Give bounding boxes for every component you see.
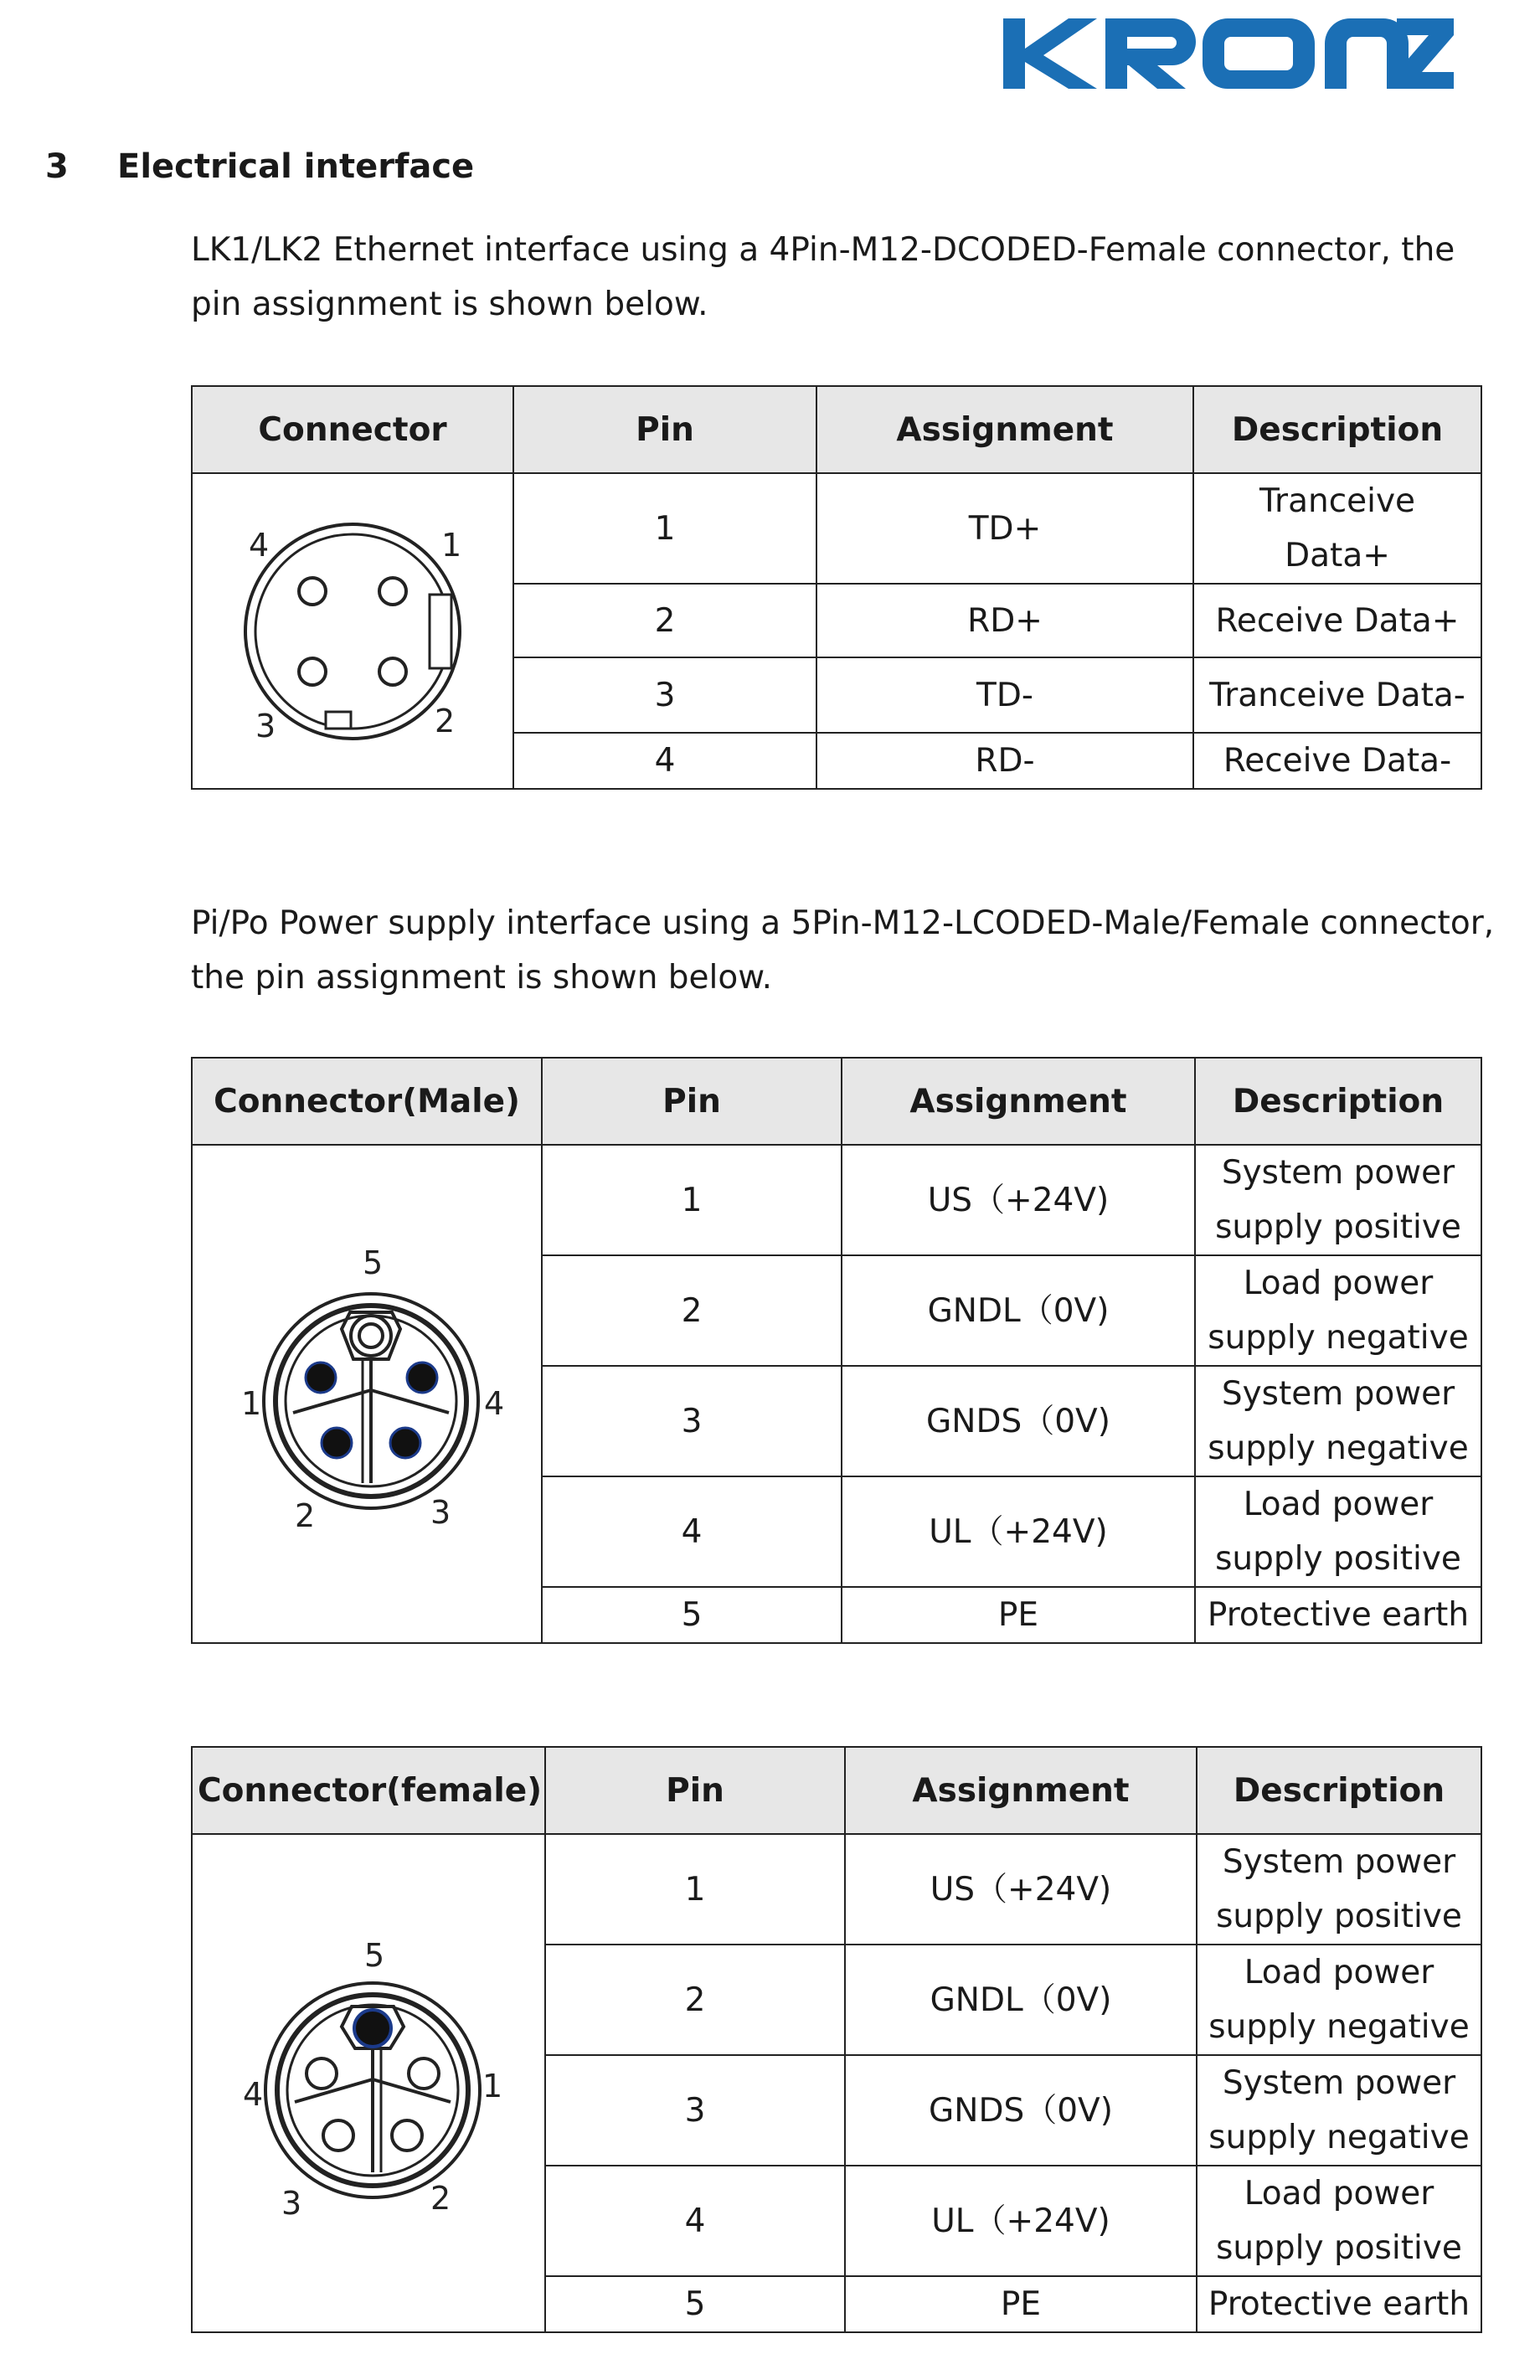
pin-label-4: 4 — [249, 526, 270, 564]
section-title: Electrical interface — [117, 147, 475, 186]
pin-cell: 3 — [513, 657, 816, 733]
description-line: supply negative — [1208, 2008, 1470, 2046]
description-line: Data+ — [1285, 537, 1390, 574]
table-row — [192, 1834, 1481, 1945]
power-female-pin-table — [191, 1746, 1482, 2333]
description-line: Load power — [1243, 1486, 1434, 1523]
pin-cell: 5 — [545, 2276, 845, 2332]
pin-cell: 5 — [542, 1587, 842, 1643]
power-male-pin-table — [191, 1057, 1482, 1644]
assignment-cell: GNDS（0V) — [842, 1366, 1195, 1476]
description-cell — [1197, 2166, 1481, 2276]
pin-cell: 3 — [545, 2055, 845, 2166]
header-pin: Pin — [513, 386, 816, 473]
pin-label-5: 5 — [364, 1936, 385, 1974]
header-assignment: Assignment — [816, 386, 1193, 473]
pin-label-3: 3 — [281, 2184, 302, 2222]
header-connector: Connector(Male) — [192, 1058, 542, 1145]
description-cell: Protective earth — [1195, 1587, 1481, 1643]
pin-label-5: 5 — [363, 1244, 384, 1281]
description-cell — [1197, 1945, 1481, 2055]
assignment-cell: UL（+24V) — [842, 1476, 1195, 1587]
description-line: supply negative — [1208, 2119, 1470, 2156]
description-line: supply negative — [1208, 1319, 1469, 1357]
table-header-row — [192, 1747, 1481, 1834]
description-cell — [1193, 473, 1481, 584]
m12-dcoded-female-diagram — [227, 506, 478, 757]
description-cell: Receive Data+ — [1193, 584, 1481, 657]
connector-diagram-cell — [192, 1145, 542, 1643]
description-line: Tranceive — [1259, 482, 1416, 520]
assignment-cell: GNDL（0V) — [842, 1255, 1195, 1366]
description-cell: Tranceive Data- — [1193, 657, 1481, 733]
pin-label-4: 4 — [243, 2075, 264, 2113]
description-cell — [1195, 1145, 1481, 1255]
header-pin: Pin — [545, 1747, 845, 1834]
description-line: supply positive — [1216, 2229, 1462, 2267]
power-intro-paragraph: Pi/Po Power supply interface using a 5Pin-M12-LCODED-Male/Female connector, the pin assignment is shown below. — [191, 904, 1495, 997]
pin-label-3: 3 — [255, 707, 276, 744]
description-cell — [1195, 1476, 1481, 1587]
header-assignment: Assignment — [845, 1747, 1197, 1834]
description-cell — [1195, 1255, 1481, 1366]
kronz-logo — [1003, 15, 1454, 92]
assignment-cell: TD- — [816, 657, 1193, 733]
pin-cell: 1 — [513, 473, 816, 584]
description-line: System power — [1221, 1154, 1455, 1192]
assignment-cell: PE — [842, 1587, 1195, 1643]
description-line: System power — [1222, 1843, 1456, 1881]
pin-cell: 2 — [542, 1255, 842, 1366]
pin-cell: 4 — [542, 1476, 842, 1587]
header-description: Description — [1193, 386, 1481, 473]
ethernet-intro-paragraph: LK1/LK2 Ethernet interface using a 4Pin-M12-DCODED-Female connector, the pin assignment is shown below. — [191, 231, 1455, 323]
connector-diagram-cell — [192, 1834, 545, 2332]
assignment-cell: US（+24V) — [842, 1145, 1195, 1255]
pin-label-2: 2 — [295, 1497, 316, 1534]
description-line: Load power — [1243, 1265, 1434, 1302]
assignment-cell: US（+24V) — [845, 1834, 1197, 1945]
header-description: Description — [1197, 1747, 1481, 1834]
table-header-row — [192, 1058, 1481, 1145]
description-cell: Receive Data- — [1193, 733, 1481, 789]
description-line: Load power — [1244, 1954, 1434, 1991]
description-cell: Protective earth — [1197, 2276, 1481, 2332]
assignment-cell: PE — [845, 2276, 1197, 2332]
pin-label-2: 2 — [430, 2179, 451, 2217]
table-row — [192, 1145, 1481, 1255]
assignment-cell: RD- — [816, 733, 1193, 789]
pin-cell: 4 — [513, 733, 816, 789]
m12-lcoded-male-diagram — [224, 1235, 509, 1553]
assignment-cell: TD+ — [816, 473, 1193, 584]
header-pin: Pin — [542, 1058, 842, 1145]
section-number: 3 — [45, 147, 69, 186]
pin-cell: 1 — [545, 1834, 845, 1945]
description-cell — [1195, 1366, 1481, 1476]
description-cell — [1197, 2055, 1481, 2166]
header-connector: Connector — [192, 386, 513, 473]
pin-label-2: 2 — [435, 702, 456, 739]
m12-lcoded-female-diagram — [226, 1924, 511, 2243]
assignment-cell: UL（+24V) — [845, 2166, 1197, 2276]
connector-diagram-cell — [192, 473, 513, 789]
assignment-cell: RD+ — [816, 584, 1193, 657]
ethernet-pin-table — [191, 385, 1482, 790]
description-line: supply positive — [1216, 1898, 1462, 1935]
pin-label-4: 4 — [484, 1384, 505, 1422]
pin-cell: 1 — [542, 1145, 842, 1255]
table-row — [192, 473, 1481, 584]
header-connector: Connector(female) — [192, 1747, 545, 1834]
assignment-cell: GNDS（0V) — [845, 2055, 1197, 2166]
header-description: Description — [1195, 1058, 1481, 1145]
description-line: System power — [1222, 2064, 1456, 2102]
header-assignment: Assignment — [842, 1058, 1195, 1145]
description-line: supply positive — [1215, 1208, 1461, 1246]
description-line: System power — [1221, 1375, 1455, 1413]
description-line: supply negative — [1208, 1430, 1469, 1467]
pin-cell: 2 — [545, 1945, 845, 2055]
description-line: supply positive — [1215, 1540, 1461, 1578]
pin-cell: 2 — [513, 584, 816, 657]
table-header-row — [192, 386, 1481, 473]
pin-cell: 4 — [545, 2166, 845, 2276]
description-cell — [1197, 1834, 1481, 1945]
pin-label-1: 1 — [241, 1384, 262, 1422]
pin-label-1: 1 — [441, 526, 462, 564]
pin-label-1: 1 — [482, 2067, 503, 2104]
description-line: Load power — [1244, 2175, 1434, 2213]
pin-label-3: 3 — [430, 1493, 451, 1531]
assignment-cell: GNDL（0V) — [845, 1945, 1197, 2055]
pin-cell: 3 — [542, 1366, 842, 1476]
